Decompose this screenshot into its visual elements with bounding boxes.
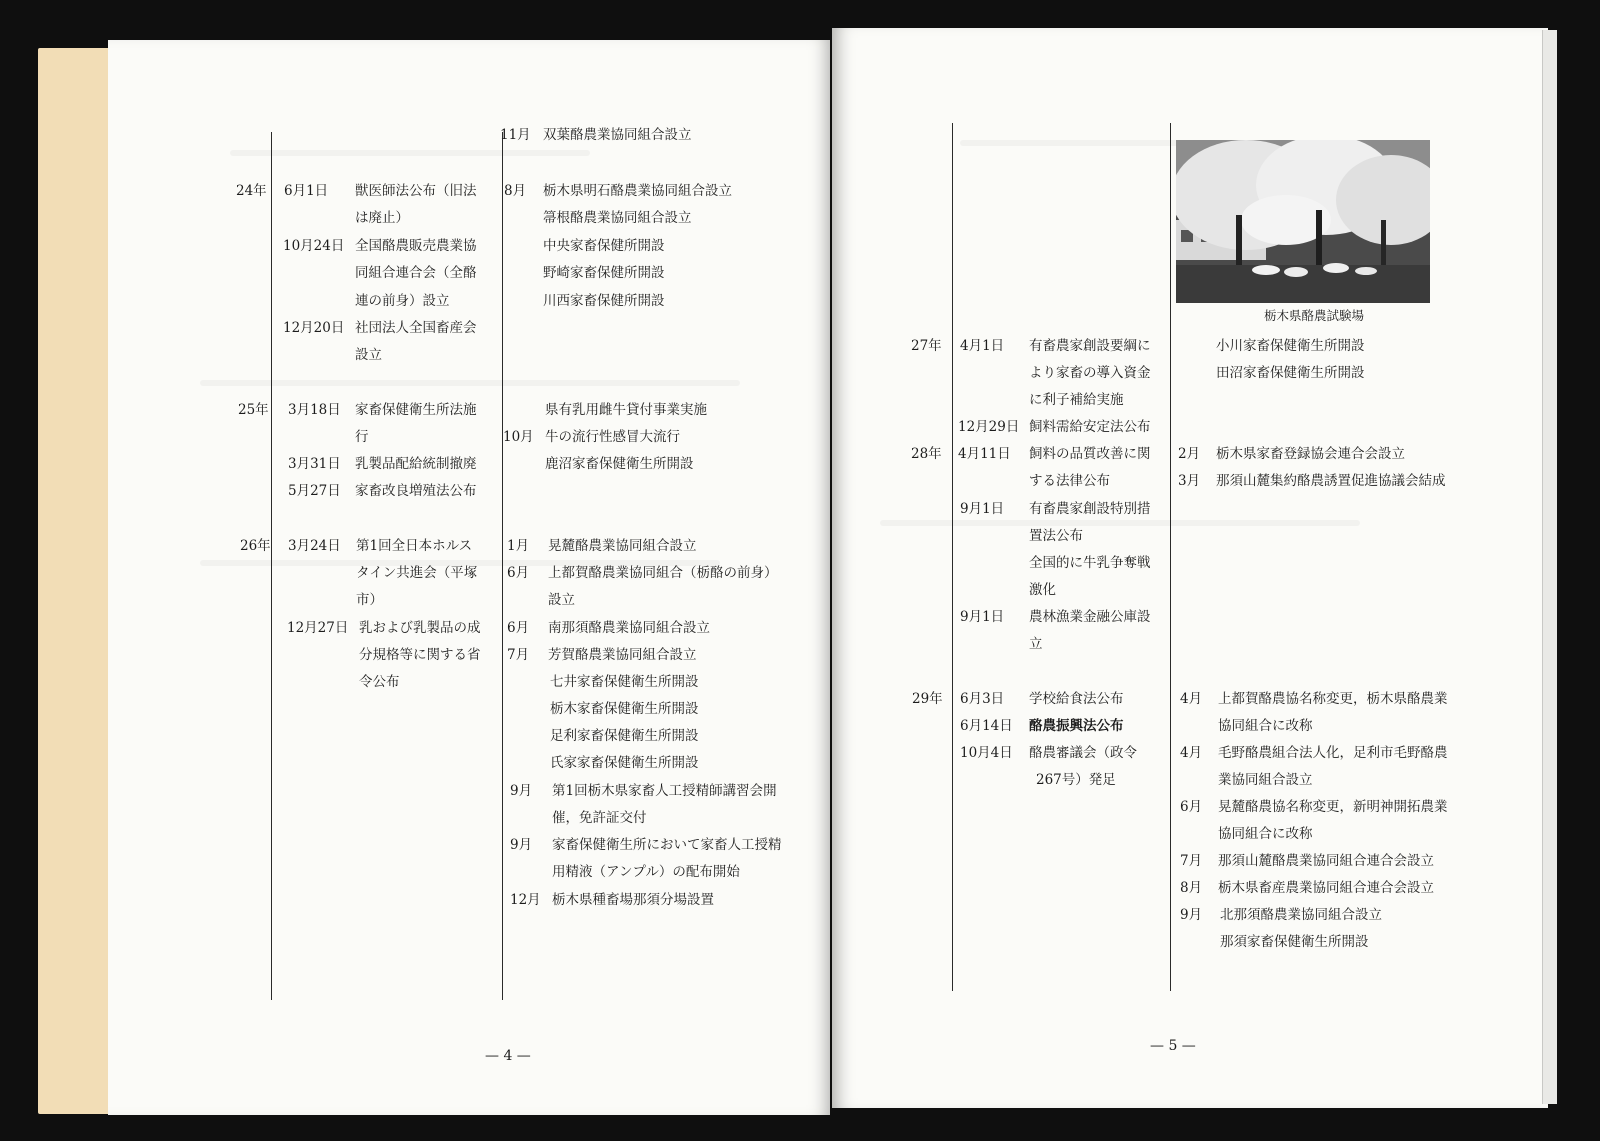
item-text: 晃麓酪農業協同組合設立 bbox=[548, 538, 697, 554]
item-text: 栃木県畜産農業協同組合連合会設立 bbox=[1218, 880, 1434, 896]
month-label: 1月 bbox=[507, 538, 530, 554]
item-text: 南那須酪農業協同組合設立 bbox=[548, 620, 710, 636]
event-text: 有畜農家創設特別措 bbox=[1029, 501, 1151, 517]
item-text: 上都賀酪農業協同組合（栃酪の前身） bbox=[548, 565, 778, 581]
date-label: 12月20日 bbox=[283, 320, 345, 336]
event-text: 学校給食法公布 bbox=[1029, 691, 1124, 707]
date-label: 6月1日 bbox=[284, 183, 329, 199]
month-label: 9月 bbox=[510, 837, 533, 853]
cherry-blossom-photo-image bbox=[1176, 140, 1430, 303]
item-text: 牛の流行性感冒大流行 bbox=[545, 429, 680, 445]
month-label: 12月 bbox=[510, 892, 541, 908]
event-text: 飼料需給安定法公布 bbox=[1029, 419, 1151, 435]
item-text: 第1回栃木県家畜人工授精師講習会開 bbox=[552, 783, 777, 799]
item-text: 毛野酪農組合法人化，足利市毛野酪農 bbox=[1218, 745, 1448, 761]
timeline-rule bbox=[502, 132, 503, 1000]
year-label: 28年 bbox=[911, 446, 942, 462]
event-text: 家畜改良増殖法公布 bbox=[355, 483, 477, 499]
item-text: 双葉酪農業協同組合設立 bbox=[543, 127, 692, 143]
bleed-through-mark bbox=[230, 150, 590, 156]
item-text: 栃木県種畜場那須分場設置 bbox=[552, 892, 714, 908]
month-label: 7月 bbox=[507, 647, 530, 663]
item-text: 川西家畜保健所開設 bbox=[543, 293, 665, 309]
event-text: 家畜保健衛生所法施 bbox=[355, 402, 477, 418]
month-label: 8月 bbox=[1180, 880, 1203, 896]
item-text: 七井家畜保健衛生所開設 bbox=[550, 674, 699, 690]
timeline-rule bbox=[952, 123, 953, 991]
item-text: 用精液（アンプル）の配布開始 bbox=[552, 864, 740, 880]
item-text: 氏家家畜保健衛生所開設 bbox=[550, 755, 699, 771]
month-label: 9月 bbox=[510, 783, 533, 799]
event-text: 連の前身）設立 bbox=[355, 293, 450, 309]
year-label: 24年 bbox=[236, 183, 267, 199]
month-label: 10月 bbox=[503, 429, 534, 445]
event-text: 立 bbox=[1029, 636, 1043, 652]
event-text: より家畜の導入資金 bbox=[1029, 365, 1151, 381]
year-label: 25年 bbox=[238, 402, 269, 418]
date-label: 9月1日 bbox=[960, 501, 1005, 517]
event-text: タイン共進会（平塚 bbox=[356, 565, 478, 581]
timeline-rule bbox=[271, 132, 272, 1000]
item-text: 中央家畜保健所開設 bbox=[543, 238, 665, 254]
item-text: 箒根酪農業協同組合設立 bbox=[543, 210, 692, 226]
date-label: 10月24日 bbox=[283, 238, 345, 254]
month-label: 6月 bbox=[507, 620, 530, 636]
event-text: 獣医師法公布（旧法 bbox=[355, 183, 477, 199]
event-text: 市） bbox=[356, 592, 383, 608]
event-text: 同組合連合会（全酪 bbox=[355, 265, 477, 281]
item-text: 芳賀酪農業協同組合設立 bbox=[548, 647, 697, 663]
item-text: 田沼家畜保健衛生所開設 bbox=[1216, 365, 1365, 381]
date-label: 6月3日 bbox=[960, 691, 1005, 707]
paper-edge-right bbox=[1542, 30, 1557, 1104]
month-label: 3月 bbox=[1178, 473, 1201, 489]
month-label: 2月 bbox=[1178, 446, 1201, 462]
year-label: 29年 bbox=[912, 691, 943, 707]
date-label: 12月29日 bbox=[958, 419, 1020, 435]
year-label: 27年 bbox=[911, 338, 942, 354]
item-text: 野崎家畜保健所開設 bbox=[543, 265, 665, 281]
photo-caption: 栃木県酪農試験場 bbox=[1264, 308, 1365, 323]
event-text: 置法公布 bbox=[1029, 528, 1083, 544]
event-text: 酪農審議会（政令 bbox=[1029, 745, 1137, 761]
date-label: 5月27日 bbox=[288, 483, 341, 499]
bleed-through-mark bbox=[200, 380, 740, 386]
month-label: 8月 bbox=[504, 183, 527, 199]
event-text: 令公布 bbox=[359, 674, 400, 690]
item-text: 県有乳用雌牛貸付事業実施 bbox=[545, 402, 707, 418]
month-label: 11月 bbox=[500, 127, 531, 143]
date-label: 4月11日 bbox=[958, 446, 1011, 462]
event-text: は廃止） bbox=[355, 210, 409, 226]
event-text: 設立 bbox=[355, 347, 382, 363]
event-text: する法律公布 bbox=[1029, 473, 1110, 489]
event-text: 乳および乳製品の成 bbox=[359, 620, 481, 636]
month-label: 6月 bbox=[1180, 799, 1203, 815]
item-text: 鹿沼家畜保健衛生所開設 bbox=[545, 456, 694, 472]
date-label: 3月18日 bbox=[288, 402, 341, 418]
orchard-photo bbox=[1176, 140, 1430, 303]
item-text: 設立 bbox=[548, 592, 575, 608]
event-text: 行 bbox=[355, 429, 369, 445]
month-label: 9月 bbox=[1180, 907, 1203, 923]
event-text: 分規格等に関する省 bbox=[359, 647, 481, 663]
date-label: 4月1日 bbox=[960, 338, 1005, 354]
item-text: 那須山麓酪農業協同組合連合会設立 bbox=[1218, 853, 1434, 869]
item-text: 北那須酪農業協同組合設立 bbox=[1220, 907, 1382, 923]
item-text: 小川家畜保健衛生所開設 bbox=[1216, 338, 1365, 354]
item-text: 栃木県明石酪農業協同組合設立 bbox=[543, 183, 732, 199]
date-label: 10月4日 bbox=[960, 745, 1013, 761]
item-text: 栃木家畜保健衛生所開設 bbox=[550, 701, 699, 717]
date-label: 9月1日 bbox=[960, 609, 1005, 625]
month-label: 6月 bbox=[507, 565, 530, 581]
event-text: 第1回全日本ホルス bbox=[356, 538, 473, 554]
item-text: 催，免許証交付 bbox=[552, 810, 647, 826]
event-text: 激化 bbox=[1029, 582, 1056, 598]
date-label: 6月14日 bbox=[960, 718, 1013, 734]
item-text: 足利家畜保健衛生所開設 bbox=[550, 728, 699, 744]
event-text: 全国的に牛乳争奪戦 bbox=[1029, 555, 1151, 571]
event-text: に利子補給実施 bbox=[1029, 392, 1124, 408]
item-text: 那須家畜保健衛生所開設 bbox=[1220, 934, 1369, 950]
date-label: 3月31日 bbox=[288, 456, 341, 472]
item-text: 協同組合に改称 bbox=[1218, 826, 1313, 842]
event-text: 飼料の品質改善に関 bbox=[1029, 446, 1151, 462]
event-text: 267号）発足 bbox=[1036, 772, 1116, 788]
month-label: 4月 bbox=[1180, 745, 1203, 761]
event-text: 有畜農家創設要綱に bbox=[1029, 338, 1151, 354]
date-label: 3月24日 bbox=[288, 538, 341, 554]
item-text: 栃木県家畜登録協会連合会設立 bbox=[1216, 446, 1405, 462]
page-number: — 4 — bbox=[485, 1048, 531, 1064]
item-text: 晃麓酪農協名称変更，新明神開拓農業 bbox=[1218, 799, 1448, 815]
month-label: 4月 bbox=[1180, 691, 1203, 707]
event-text: 社団法人全国畜産会 bbox=[355, 320, 477, 336]
event-text: 酪農振興法公布 bbox=[1029, 718, 1124, 734]
year-label: 26年 bbox=[240, 538, 271, 554]
timeline-rule bbox=[1170, 123, 1171, 991]
month-label: 7月 bbox=[1180, 853, 1203, 869]
event-text: 乳製品配給統制撤廃 bbox=[355, 456, 477, 472]
paper-edge-left bbox=[38, 48, 118, 1114]
item-text: 上都賀酪農協名称変更，栃木県酪農業 bbox=[1218, 691, 1448, 707]
item-text: 業協同組合設立 bbox=[1218, 772, 1313, 788]
item-text: 協同組合に改称 bbox=[1218, 718, 1313, 734]
page-number: — 5 — bbox=[1150, 1038, 1196, 1054]
item-text: 那須山麓集約酪農誘置促進協議会結成 bbox=[1216, 473, 1446, 489]
item-text: 家畜保健衛生所において家畜人工授精 bbox=[552, 837, 782, 853]
event-text: 全国酪農販売農業協 bbox=[355, 238, 477, 254]
date-label: 12月27日 bbox=[287, 620, 349, 636]
event-text: 農林漁業金融公庫設 bbox=[1029, 609, 1151, 625]
